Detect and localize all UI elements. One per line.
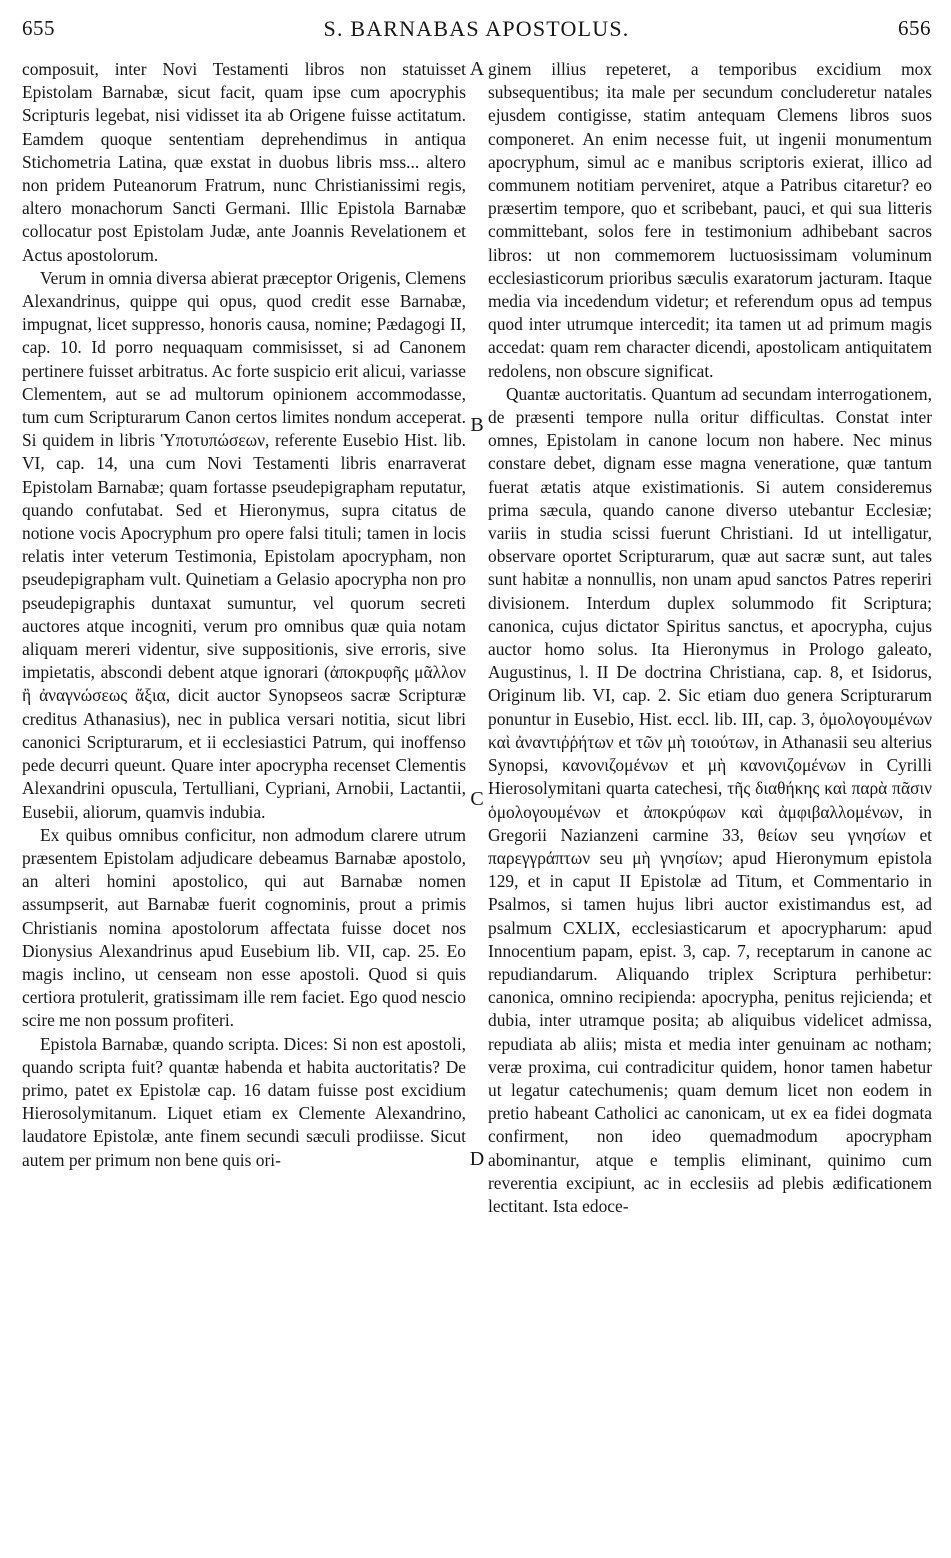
page-number-right: 656 bbox=[898, 16, 931, 40]
margin-marker-a: A bbox=[469, 58, 485, 80]
paragraph: Quantæ auctoritatis. Quantum ad secundam interrogationem, de præsenti tempore nulla oritur difficultas. Constat inter omnes, Epistolam in canone locum non habere. Nec minus constare debet, dignam esse magna veneratione, quæ tantum fuerat ætatis atque existimationis. Si autem consideremus prima sæcula, quando canone diverso utebantur Ecclesiæ; variis in studia scissi fuerunt Christiani. Id ut intelligatur, observare oportet Scripturarum, quæ aut sacræ sunt, aut tales sunt habitæ a nonnullis, non unam apud sanctos Patres reperiri divisionem. Interdum duplex solummodo fit Scriptura; canonica, cujus dictator Spiritus sanctus, et apocrypha, cujus auctor homo solus. Ita Hieronymus in Prologo galeato, Augustinus, l. II De doctrina Christiana, cap. 8, et Isidorus, Originum lib. VI, cap. 2. Sic etiam duo genera Scripturarum ponuntur in Eusebio, Hist. eccl. lib. III, cap. 3, ὁμολογουμένων καὶ ἀναντιῤῥήτων et τῶν μὴ τοιούτων, in Athanasii seu alterius Synopsi, κανονιζομένων et μὴ κανονιζομένων in Cyrilli Hierosolymitani quarta catechesi, τῆς διαθήκης καὶ παρὰ πᾶσιν ὁμολογουμένων et ἀποκρύφων καὶ ἀμφιβαλλομένων, in Gregorii Nazianzeni carmine 33, θείων seu γνησίων et παρεγγράπτων seu μὴ γνησίων; apud Hieronymum epistola 129, et in caput II Epistolæ ad Titum, et Commentario in Psalmos, si tamen hujus libri auctor existimandus est, ad psalmum CXLIX, ecclesiasticarum et apocrypharum: apud Innocentium papam, epist. 3, cap. 7, receptarum in canone ac repudiandarum. Aliquando triplex Scriptura perhibetur: canonica, omnino recipienda: apocrypha, penitus rejicienda; et dubia, inter utramque posita; ab aliquibus videlicet admissa, repudiata ab aliis; mista et media inter genuinam ac notham; veræ proxima, cui contradicitur quidem, honor tamen habetur ut legatur catechumenis; quam demum licet non eodem in pretio habeant Catholici ac canonicam, ut ex ea fidei dogmata confirment, non ideo quemadmodum apocrypham abominantur, atque e templis eliminant, quinimo cum reverentia excipiunt, ac in ecclesiis ad plebis ædificationem lectitant. Ista edoce- bbox=[488, 383, 932, 1216]
running-title: S. BARNABAS APOSTOLUS. bbox=[323, 16, 630, 41]
right-column bbox=[488, 58, 932, 1218]
paragraph: composuit, inter Novi Testamenti libros non statuisset Epistolam Barnabæ, sicut facit, quam ipse cum apocryphis Scripturis legebat, nisi vidisset ita ab Origene fuisse actitatum. Eamdem quoque sententiam deprehendimus in antiqua Stichometria Latina, quæ exstat in duobus libris mss... altero non pridem Puteanorum Fratrum, nunc Christianissimi regis, altero monachorum Sancti Germani. Illic Epistola Barnabæ collocatur post Epistolam Judæ, ante Joannis Revelationem et Actus apostolorum. bbox=[22, 59, 466, 265]
page-header bbox=[22, 12, 931, 48]
paragraph: Epistola Barnabæ, quando scripta. Dices: Si non est apostoli, quando scripta fuit? quantæ habenda et habita auctoritatis? De primo, patet ex Epistolæ cap. 16 datam fuisse post excidium Hierosolymitanum. Liquet etiam ex Clemente Alexandrino, laudatore Epistolæ, ante finem secundi sæculi prodiisse. Sicut autem per primum non bene quis ori- bbox=[22, 1033, 466, 1170]
margin-marker-d: D bbox=[469, 1148, 485, 1170]
margin-marker-b: B bbox=[470, 414, 484, 436]
page-number-left: 655 bbox=[22, 16, 55, 40]
margin-marker-c: C bbox=[470, 788, 484, 810]
paragraph: Ex quibus omnibus conficitur, non admodum clarere utrum præsentem Epistolam adjudicare debeamus Barnabæ apostolo, an alteri homini apostolico, qui aut Barnabæ nomen assumpserit, aut Barnabæ fuerit cognominis, prout a primis Christianis nomina apostolorum affectata fuisse docet nos Dionysius Alexandrinus apud Eusebium lib. VII, cap. 25. Eo magis inclino, ut censeam non esse apostoli. Quod si quis certiora protulerit, gratissimam ille rem faciet. Ego quod nescio scire me non possum profiteri. bbox=[22, 824, 466, 1031]
left-column bbox=[22, 58, 466, 1172]
paragraph: Verum in omnia diversa abierat præceptor Origenis, Clemens Alexandrinus, quippe qui opus, quod credit esse Barnabæ, impugnat, licet suppresso, honoris causa, nomine; Pædagogi II, cap. 10. Id porro nequaquam commisisset, si ad Canonem pertinere fuisset arbitratus. Ac forte suspicio erit alicui, variasse Clementem, aut se ad multorum opinionem accommodasse, tum cum Scripturarum Canon certos limites nondum acceperat. Si quidem in libris Ὑποτυπώσεων, referente Eusebio Hist. lib. VI, cap. 14, una cum Novi Testamenti libris enarraverat Epistolam Barnabæ; quam fortasse pseudepigrapham reputatur, quando confutabat. Sed et Hieronymus, supra citatus de notione vocis Apocryphum pro opere falsi tituli; tamen in locis relatis inter veterum Testimonia, Epistolam apocrypham, non pseudepigrapham vult. Quinetiam a Gelasio apocrypha non pro pseudepigraphis duntaxat sumuntur, vel quorum secreti auctores atque incogniti, verum pro omnibus quæ quia notam aliquam mereri videntur, sive suppositionis, sive erroris, sive impietatis, abscondi debent atque ignorari (ἀποκρυφῆς μᾶλλον ἢ ἀναγνώσεως ἄξια, dicit auctor Synopseos sacræ Scripturæ creditus Athanasius), nec in publica versari notitia, sicut libri canonici Scripturarum, et ii ecclesiastici Patrum, qui inoffenso pede decurri queunt. Quare inter apocrypha recenset Clementis Alexandrini opuscula, Tertulliani, Cypriani, Arnobii, Lactantii, Eusebii, aliorum, quamvis indubia. bbox=[22, 267, 466, 822]
paragraph: ginem illius repeteret, a temporibus excidium mox subsequentibus; ita male per secundum concluderetur natales ejusdem contigisse, statim antequam Clemens libros suos componeret. An enim necesse fuit, ut ingenii monumentum apocryphum, simul ac e manibus scriptoris exierat, illico ad communem notitiam perveniret, atque a Patribus citaretur? eo præsertim tempore, quo et scribebant, pauci, et qui sua litteris committebant, solos fere in testimonium adhibebant sacros libros: ut non commemorem luctuosissimam voluminum ecclesiasticorum prioribus sæculis exaratorum jacturam. Itaque media via incedendum videtur; et referendum opus ad tempus quod inter utrumque intercedit; ita tamen ut ad primum magis accedat: quam rem character dicendi, apostolicam antiquitatem redolens, non obscure significat. bbox=[488, 59, 932, 381]
